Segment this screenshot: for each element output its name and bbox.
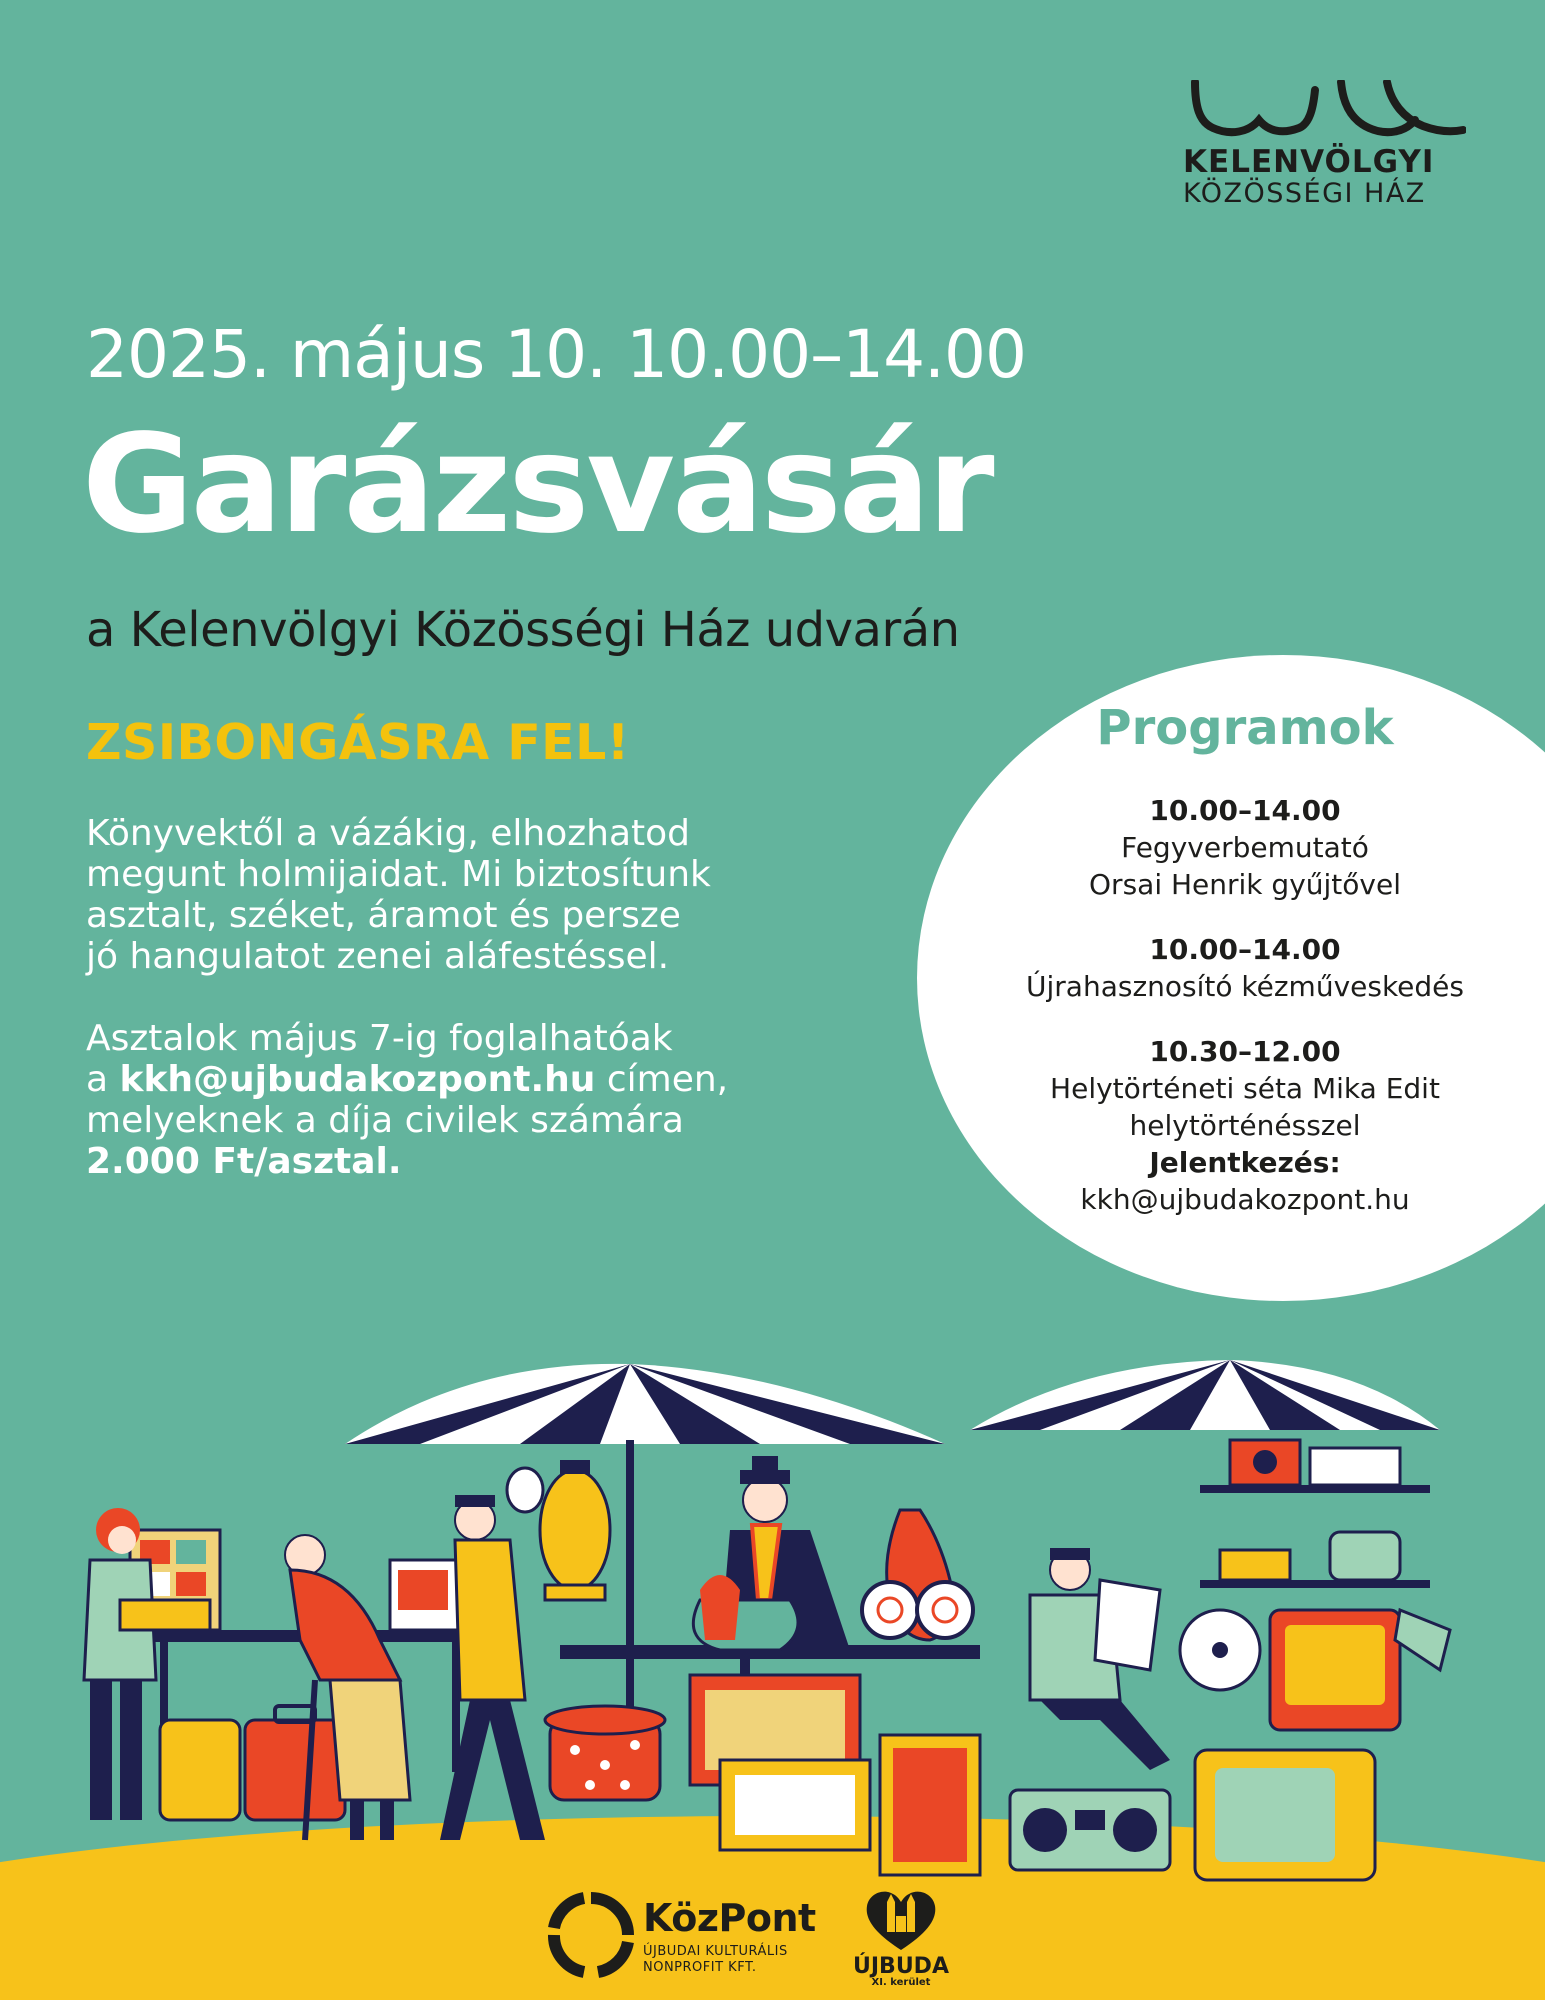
- program-desc: Orsai Henrik gyűjtővel: [1089, 868, 1401, 901]
- program-item: [952, 931, 1538, 1005]
- ujbuda-sub: XI. kerület: [871, 1977, 931, 1988]
- kozpont-sub1: ÚJBUDAI KULTURÁLIS: [643, 1944, 788, 1959]
- para1-line: megunt holmijaidat. Mi biztosítunk: [86, 854, 711, 895]
- ujbuda-heart-church-icon: [863, 1888, 939, 1952]
- logo-line1: KELENVÖLGYI: [1183, 144, 1435, 180]
- program-register-email[interactable]: kkh@ujbudakozpont.hu: [1080, 1183, 1410, 1216]
- event-title: Garázsvásár: [82, 406, 992, 564]
- kelenvolgyi-logo: [1183, 80, 1463, 209]
- para1-line: asztalt, széket, áramot és persze: [86, 895, 681, 936]
- para1-line: Könyvektől a vázákig, elhozhatod: [86, 813, 691, 854]
- description-para2: [86, 1018, 786, 1182]
- ujbuda-logo: [846, 1888, 956, 1988]
- logo-line2: KÖZÖSSÉGI HÁZ: [1183, 178, 1426, 209]
- kozpont-logo: [548, 1892, 816, 1982]
- program-time: 10.00–14.00: [1149, 933, 1341, 966]
- kozpont-sub2: NONPROFIT KFT.: [643, 1960, 757, 1975]
- booking-email-link[interactable]: kkh@ujbudakozpont.hu: [119, 1059, 596, 1100]
- flea-market-illustration: [0, 1340, 1545, 1900]
- para2-post: címen,: [595, 1059, 729, 1100]
- program-desc: Újrahasznosító kézműveskedés: [1026, 970, 1464, 1003]
- program-item: [952, 792, 1538, 903]
- para2-pre: a: [86, 1059, 120, 1100]
- para2-line: melyeknek a díja civilek számára: [86, 1100, 684, 1141]
- para2-line: Asztalok május 7-ig foglalhatóak: [86, 1018, 673, 1059]
- man-reading-newspaper-figure: [1030, 1548, 1170, 1770]
- logo-arches-icon: [1191, 80, 1466, 138]
- event-slogan: ZSIBONGÁSRA FEL!: [86, 714, 630, 771]
- boombox-icon: [1010, 1790, 1170, 1870]
- para1-line: jó hangulatot zenei aláfestéssel.: [86, 936, 670, 977]
- program-time: 10.00–14.00: [1149, 794, 1341, 827]
- program-desc: helytörténésszel: [1129, 1109, 1361, 1142]
- table-price: 2.000 Ft/asztal.: [86, 1141, 402, 1182]
- event-subtitle: a Kelenvölgyi Közösségi Ház udvarán: [86, 602, 960, 658]
- para2-line: [86, 1059, 786, 1100]
- ujbuda-name: ÚJBUDA: [853, 1954, 949, 1979]
- programs-heading: Programok: [1096, 700, 1394, 756]
- polka-dot-pot-icon: [545, 1706, 665, 1800]
- program-desc: Helytörténeti séta Mika Edit: [1050, 1072, 1440, 1105]
- description-para1: [86, 813, 786, 977]
- programs-list: [952, 700, 1538, 1246]
- program-item: [952, 1033, 1538, 1218]
- kozpont-ring-icon: [548, 1892, 634, 1978]
- right-umbrella-icon: [970, 1360, 1440, 1430]
- program-desc: Fegyverbemutató: [1121, 831, 1369, 864]
- event-date: 2025. május 10. 10.00–14.00: [86, 316, 1027, 393]
- description: [86, 813, 786, 1223]
- program-register-label: Jelentkezés:: [1149, 1146, 1341, 1179]
- kozpont-name: KözPont: [643, 1896, 816, 1940]
- samovar-icon: [540, 1460, 610, 1600]
- program-time: 10.30–12.00: [1149, 1035, 1341, 1068]
